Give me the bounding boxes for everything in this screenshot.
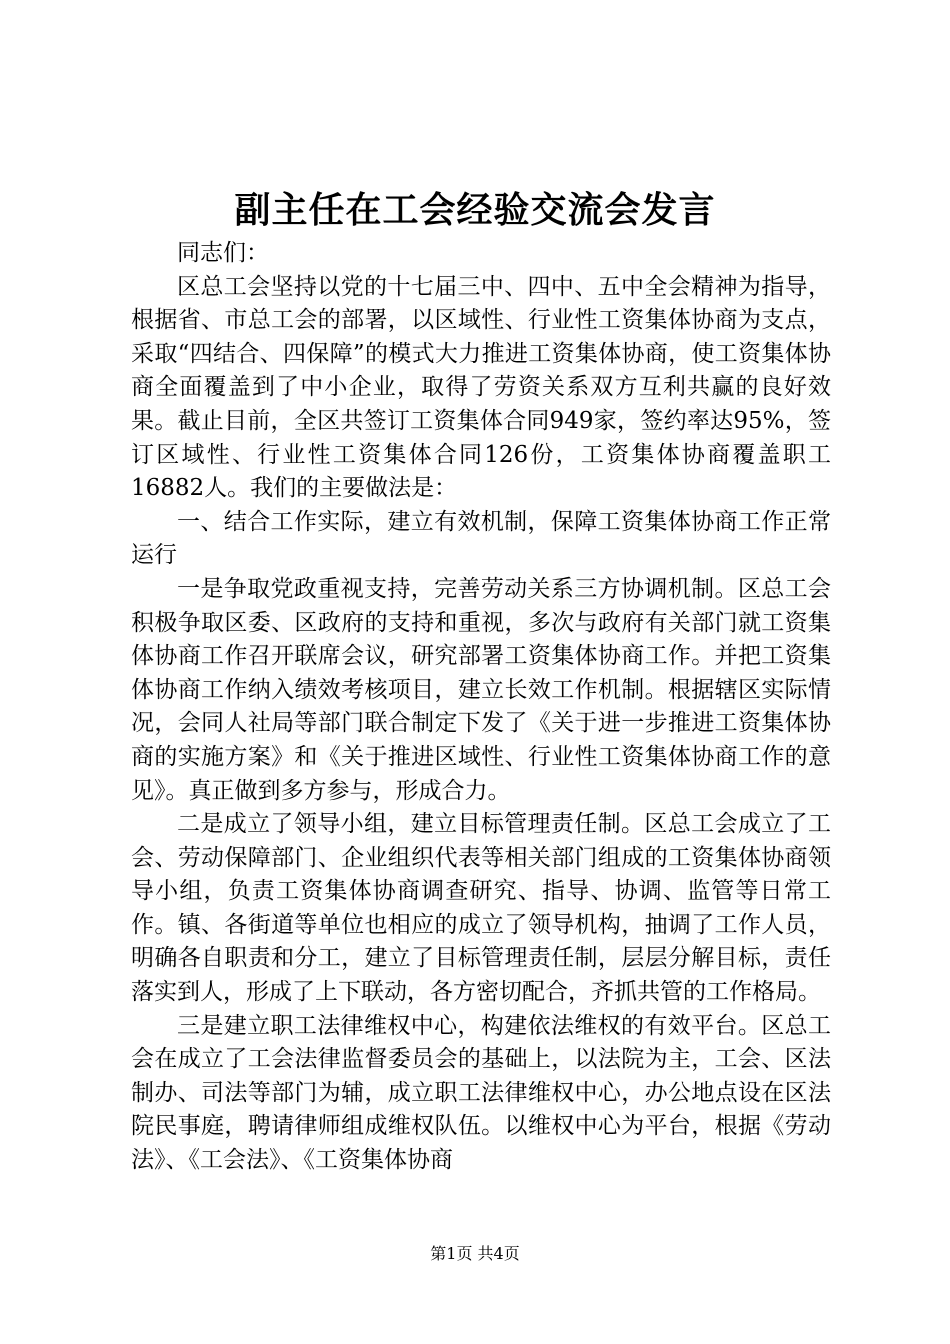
paragraph-point-three: 三是建立职工法律维权中心，构建依法维权的有效平台。区总工会在成立了工会法律监督委员会的基础上，以法院为主，工会、区法制办、司法等部门为辅，成立职工法律维权中心，办公地点设在区法院民事庭，聘请律师组成维权队伍。以维权中心为平台，根据《劳动法》、《工会法》、《工资集体协商 [131,1012,831,1174]
paragraph-point-two: 二是成立了领导小组，建立目标管理责任制。区总工会成立了工会、劳动保障部门、企业组织代表等相关部门组成的工资集体协商领导小组，负责工资集体协商调查研究、指导、协调、监管等日常工作。镇、各街道等单位也相应的成立了领导机构，抽调了工作人员，明确各自职责和分工，建立了目标管理责任制，层层分解目标，责任落实到人，形成了上下联动，各方密切配合，齐抓共管的工作格局。 [131,811,831,1006]
paragraph-section-heading: 一、结合工作实际，建立有效机制，保障工资集体协商工作正常运行 [131,508,831,569]
document-body [131,237,831,1178]
paragraph-intro: 区总工会坚持以党的十七届三中、四中、五中全会精神为指导，根据省、市总工会的部署，以区域性、行业性工资集体协商为支点，采取“四结合、四保障”的模式大力推进工资集体协商，使工资集体协商全面覆盖到了中小企业，取得了劳资关系双方互利共赢的良好效果。截止目前，全区共签订工资集体合同949家，签约率达95%，签订区域性、行业性工资集体合同126份，工资集体协商覆盖职工16882人。我们的主要做法是： [131,273,831,502]
document-title: 副主任在工会经验交流会发言 [234,189,716,231]
paragraph-point-one: 一是争取党政重视支持，完善劳动关系三方协调机制。区总工会积极争取区委、区政府的支持和重视，多次与政府有关部门就工资集体协商工作召开联席会议，研究部署工资集体协商工作。并把工资集体协商工作纳入绩效考核项目，建立长效工作机制。根据辖区实际情况，会同人社局等部门联合制定下发了《关于进一步推进工资集体协商的实施方案》和《关于推进区域性、行业性工资集体协商工作的意见》。真正做到多方参与，形成合力。 [131,575,831,804]
paragraph-salutation: 同志们： [177,240,269,266]
page-footer: 第1页 共4页 [430,1244,520,1263]
